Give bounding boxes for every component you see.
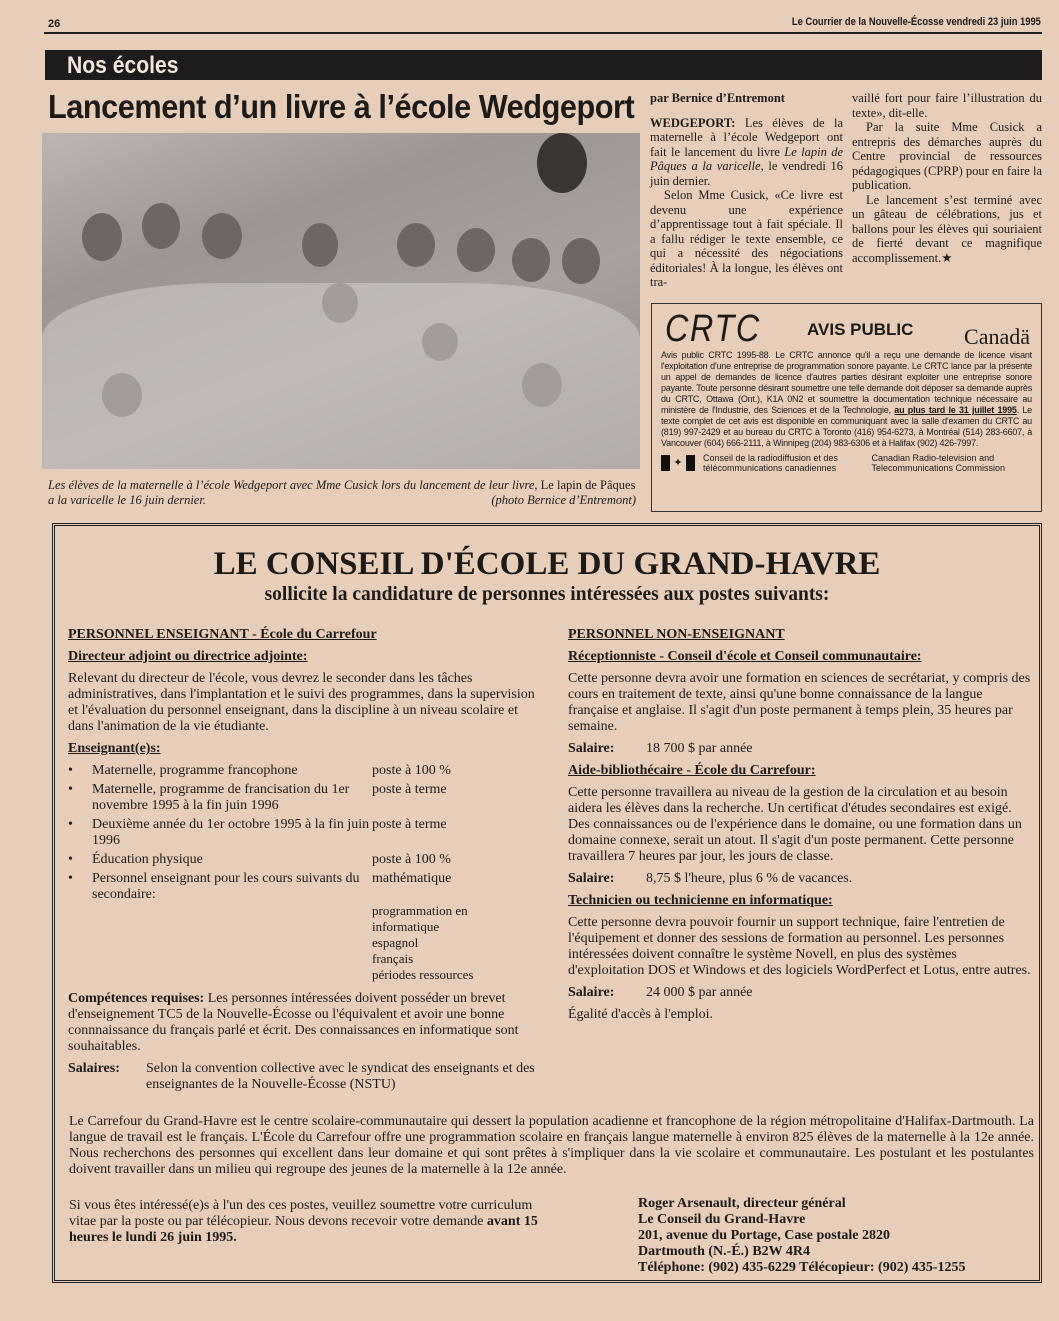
label: Salaires: [68,1061,120,1076]
position-item [68,852,538,868]
paragraph: Par la suite Mme Cusick a entrepris des démarches auprès du Centre provincial de ressources pédagogiques (CPRP) pour en faire la publication. [852,120,1042,192]
apply-deadline: avant 15 heures le lundi 26 juin 1995. [69,1214,538,1245]
notice-text: Avis public CRTC 1995-88. Le CRTC annonce qu'il a reçu une demande de licence visant l'exploitation d'une entreprise de programmation sonore payante. Le CRTC lance par la présente un appel de demandes de licence d'autres parties désirant exploiter une entreprise sonore payante. Toute personne désirant soumettre une telle demande doit déposer sa demande auprès du CRTC, Ottawa (Ont.), K1A 0N2 et soumettre la documentation technique nécessaire au ministère de l'Industrie, des Sciences et de la Technologie, [661,350,1032,415]
article-column-2 [852,91,1042,265]
contact-line: 201, avenue du Portage, Case postale 2820 [638,1228,890,1243]
page-number: 26 [48,18,61,30]
label: Compétences requises: [68,991,205,1006]
position-type: mathématique [372,871,452,886]
bullet-icon: • [68,782,73,797]
paragraph: Le lancement s’est terminé avec un gâteau de célébrations, jus et ballons pour les élèves qui souriaient de fierté devant ce magnifique accomplissement.★ [852,192,1042,265]
crtc-notice [651,303,1042,512]
position-text: Deuxième année du 1er octobre 1995 à la fin juin 1996 [92,817,370,848]
salary-value: 18 700 $ par année [646,741,753,756]
position-text: Maternelle, programme francophone [92,763,298,778]
salary-row [68,1061,538,1093]
agency-name-fr [703,453,864,473]
bullet-icon: • [68,852,73,867]
position-type: poste à terme [372,782,447,797]
crtc-logo: CRTC [665,308,761,350]
article-headline: Lancement d’un livre à l’école Wedgeport [48,88,635,125]
ad-title: LE CONSEIL D'ÉCOLE DU GRAND-HAVRE [213,546,881,582]
bullet-icon: • [68,871,73,886]
course-list [372,903,538,983]
position-type: poste à terme [372,817,447,832]
position-text: Éducation physique [92,852,203,867]
dateline: WEDGEPORT: [650,115,736,130]
book-title: Le lapin de Pâques a la varicelle [650,144,843,173]
paragraph: vaillé fort pour faire l’illustration du texte», dit-elle. [852,91,1042,120]
teaching-positions [68,627,538,1099]
notice-body [661,350,1032,449]
bullet-icon: • [68,817,73,832]
non-teaching-positions [568,627,1033,1023]
label: Salaire: [568,741,615,756]
ad-contact [638,1196,966,1276]
section-title: Nos écoles [67,52,179,79]
course-item: français [372,951,414,966]
notice-footer [661,453,1032,473]
position-text: Personnel enseignant pour les cours suivants du secondaire: [92,871,360,902]
course-item: programmation en informatique [372,903,468,934]
contact-line: Roger Arsenault, directeur général [638,1196,846,1211]
section-banner [45,50,1042,80]
agency-line: Conseil de la radiodiffusion et des [703,453,838,463]
ad-apply [69,1198,549,1246]
salary-row [568,985,1033,1001]
position-item [68,817,538,849]
job-advertisement [52,523,1042,1283]
ad-subtitle: sollicite la candidature de personnes intéressées aux postes suivants: [264,584,830,605]
notice-title: AVIS PUBLIC [807,320,914,339]
paragraph: Selon Mme Cusick, «Ce livre est devenu une expérience d’apprentissage tout à fait spéciale. Il a fallu rédiger le texte ensemble, ce qui a nécessité des négociations éditoriales! À la longue, les élèves ont tra- [650,188,843,289]
position-description: Cette personne devra avoir une formation en sciences de secrétariat, y compris des cours en traitement de texte, ainsi qu'une bonne connaissance de la langue française et anglaise. Il s'agit d'un poste permanent à temps plein, 35 heures par semaine. [568,671,1031,734]
salary-value: 8,75 $ l'heure, plus 6 % de vacances. [646,871,853,886]
paragraph: Les élèves de la maternelle à l’école Wedgeport ont fait le lancement du livre [650,115,843,159]
salary-value: Selon la convention collective avec le syndicat des enseignants et des enseignantes de la Nouvelle-Écosse (NSTU) [146,1061,535,1092]
agency-line: Canadian Radio-television and [871,453,995,463]
ad-about: Le Carrefour du Grand-Havre est le centre scolaire-communautaire qui dessert la population acadienne et francophone de la région métropolitaine d'Halifax-Dartmouth. La langue de travail est le français. L'École du Carrefour offre une programmation scolaire en français langue maternelle à environ 825 élèves de la maternelle à la 12e année. Nous recherchons des personnes qui excellent dans leur domaine et qui sont prêtes à s'impliquer dans la vie scolaire et communautaire. Les postulant et les postulantes doivent travailler dans un milieu qui regroupe des jeunes de la maternelle à la 12e année. [69,1114,1034,1177]
position-description: Relevant du directeur de l'école, vous devrez le seconder dans les tâches administratives, dans l'implantation et le suivi des programmes, dans la supervision et l'évaluation du personnel enseignant, dans la discipline à un niveau scolaire et dans l'animation de la vie étudiante. [68,671,535,734]
salary-row [568,741,1033,757]
position-text: Maternelle, programme de francisation du 1er novembre 1995 à la fin juin 1996 [92,782,350,813]
contact-line: Le Conseil du Grand-Havre [638,1212,806,1227]
caption-book-title: Le lapin de Pâques [537,478,636,492]
position-title: Enseignant(e)s: [68,741,161,756]
salary-row [568,871,1033,887]
canada-wordmark: Canadä [964,324,1030,349]
article-photo [42,133,640,469]
position-title: Aide-bibliothécaire - École du Carrefour: [568,763,816,778]
section-heading: PERSONNEL ENSEIGNANT - École du Carrefour [68,627,377,642]
photo-credit: (photo Bernice d’Entremont) [491,493,636,507]
caption-text-rest: a la varicelle le 16 juin dernier. [48,493,206,507]
agency-line: Telecommunications Commission [871,463,1006,473]
position-item [68,871,538,903]
notice-header [661,304,1032,350]
bullet-icon: • [68,763,73,778]
contact-line: Dartmouth (N.-É.) B2W 4R4 [638,1244,811,1259]
notice-deadline: au plus tard le 31 juillet 1995 [894,405,1017,415]
position-description: Cette personne travaillera au niveau de la gestion de la circulation et au besoin aidera les élèves dans la recherche. Un certificat d'études secondaires est exigé. Des connaissances ou de l'expérience dans le domaine, ou une formation dans un domaine connexe, serait un atout. Il s'agit d'un poste permanent. Cette personne travaillera 7 heures par jour, les jours de classe. [568,785,1022,864]
label: Salaire: [568,985,615,1000]
label: Salaire: [568,871,615,886]
section-heading: PERSONNEL NON-ENSEIGNANT [568,627,785,642]
position-item [68,763,538,779]
caption-text: Les élèves de la maternelle à l’école Wedgeport avec Mme Cusick lors du lancement de leur livre, [48,478,538,492]
position-title: Technicien ou technicienne en informatique: [568,893,833,908]
contact-line: Téléphone: (902) 435-6229 Télécopieur: (902) 435-1255 [638,1260,966,1275]
position-type: poste à 100 % [372,852,451,867]
position-title: Réceptionniste - Conseil d'école et Conseil communautaire: [568,649,922,664]
position-description: Cette personne devra pouvoir fournir un support technique, faire l'entretien de l'équipement et donner des sessions de formation au personnel. Les personnes intéressées doivent connaître le système Novell, en plus des systèmes d'exploitation DOS et Windows et des logiciels WordPerfect et Lotus, entre autres. [568,915,1031,978]
byline: par Bernice d’Entremont [650,91,785,105]
competences-text: Les personnes intéressées doivent posséder un brevet d'enseignement TC5 de la Nouvelle-Écosse ou l'équivalent et avoir une bonne connnaissance du français parlé et écrit. Des connaissances en informatique sont souhaitables. [68,991,519,1054]
agency-name-en [872,453,1033,473]
publication-dateline: Le Courrier de la Nouvelle-Écosse vendredi 23 juin 1995 [792,16,1041,28]
position-title: Directeur adjoint ou directrice adjointe: [68,649,308,664]
competences [68,991,538,1055]
course-item: espagnol [372,935,419,950]
article-column-1 [650,91,843,290]
position-item [68,782,538,814]
notice-text: . Le texte complet de cet avis est disponible en communiquant avec la salle d'examen du CRTC au (819) 997-2429 et au bureau du CRTC à Toronto (416) 954-6273, à Montréal (514) 283-6607, à Vancouver (604) 666-2111, à Winnipeg (204) 983-6306 et à Halifax (902) 426-7997. [661,405,1032,448]
canada-flag-icon: ✦ [661,455,695,471]
position-type: poste à 100 % [372,763,451,778]
agency-line: télécommunications canadiennes [703,463,837,473]
course-item: périodes ressources [372,967,474,982]
position-list [68,763,538,903]
header-rule [44,32,1042,34]
salary-value: 24 000 $ par année [646,985,753,1000]
equal-opportunity: Égalité d'accès à l'emploi. [568,1007,713,1022]
photo-caption [48,478,636,508]
paragraph: , le vendredi 16 juin dernier. [650,159,843,188]
apply-text: Si vous êtes intéressé(e)s à l'un des ces postes, veuillez soumettre votre curriculum vitae par la poste ou par télécopieur. Nous devons recevoir votre demande [69,1198,533,1229]
